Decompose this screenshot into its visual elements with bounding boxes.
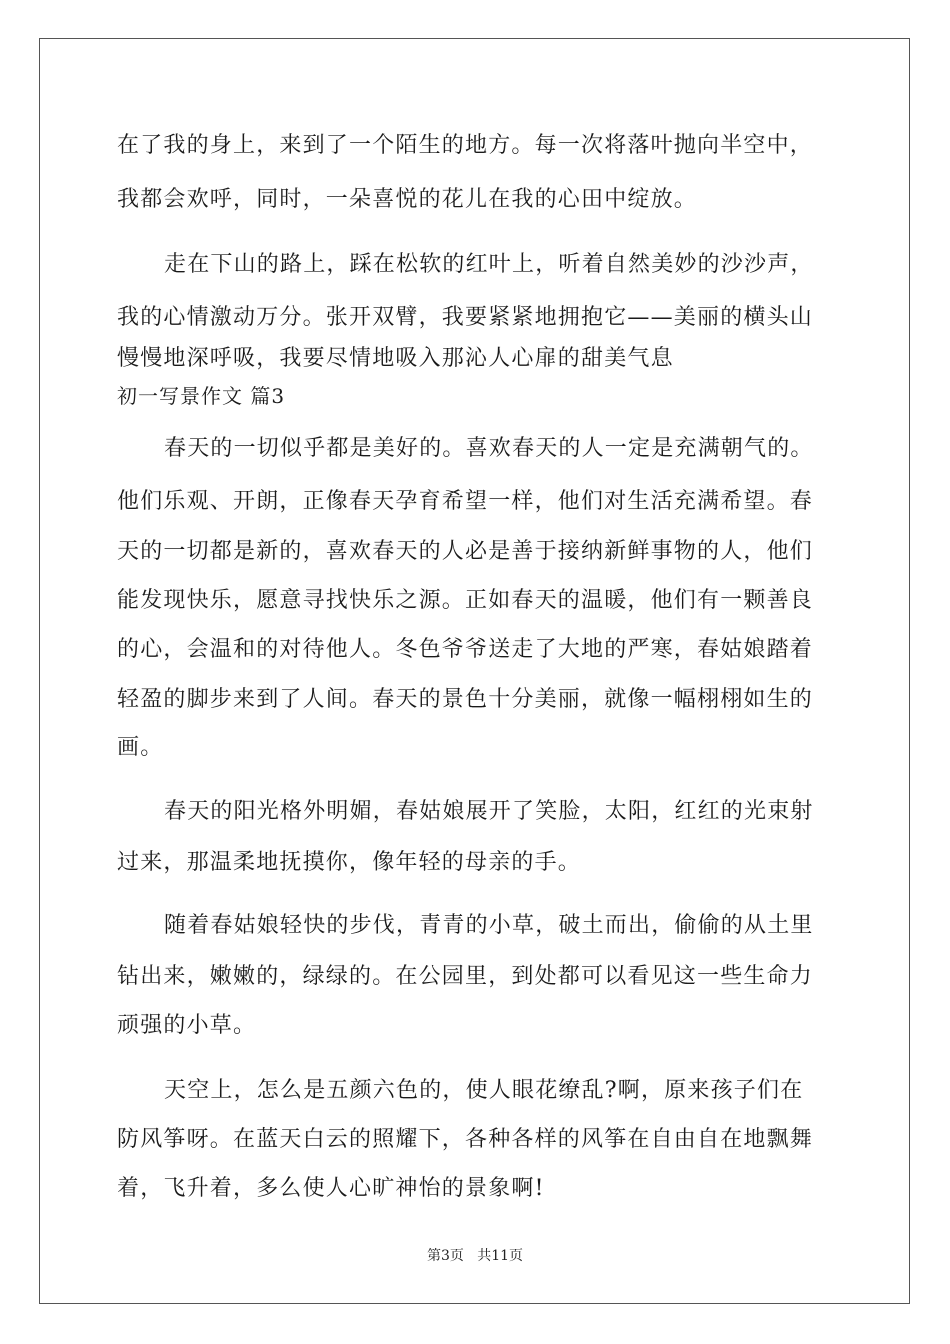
text-line: 顽强的小草。 xyxy=(117,1013,257,1038)
text-line: 钻出来，嫩嫩的，绿绿的。在公园里，到处都可以看见这一些生命力 xyxy=(117,964,814,989)
text-line: 春天的一切似乎都是美好的。喜欢春天的人一定是充满朝气的。 xyxy=(164,436,814,461)
text-line: 在了我的身上，来到了一个陌生的地方。每一次将落叶抛向半空中， xyxy=(117,133,814,158)
text-line: 轻盈的脚步来到了人间。春天的景色十分美丽，就像一幅栩栩如生的 xyxy=(117,687,814,712)
text-line: 我都会欢呼，同时，一朵喜悦的花儿在我的心田中绽放。 xyxy=(117,187,698,212)
section-heading: 初一写景作文 篇3 xyxy=(117,384,286,408)
text-line: 天的一切都是新的，喜欢春天的人必是善于接纳新鲜事物的人，他们 xyxy=(117,539,814,564)
text-line: 防风筝呀。在蓝天白云的照耀下，各种各样的风筝在自由自在地飘舞 xyxy=(117,1127,814,1152)
page-footer: 第3页 共11页 xyxy=(426,1248,524,1264)
text-line: 能发现快乐，愿意寻找快乐之源。正如春天的温暖，他们有一颗善良 xyxy=(117,588,814,613)
text-line: 慢慢地深呼吸，我要尽情地吸入那沁人心扉的甜美气息 xyxy=(117,346,674,371)
page-border xyxy=(39,38,910,1304)
text-line: 走在下山的路上，踩在松软的红叶上，听着自然美妙的沙沙声， xyxy=(164,252,814,277)
text-line: 随着春姑娘轻快的步伐，青青的小草，破土而出，偷偷的从土里 xyxy=(164,913,814,938)
text-line: 过来，那温柔地抚摸你，像年轻的母亲的手。 xyxy=(117,850,582,875)
text-line: 春天的阳光格外明媚，春姑娘展开了笑脸，太阳，红红的光束射 xyxy=(164,799,814,824)
text-line: 着，飞升着，多么使人心旷神怡的景象啊! xyxy=(117,1176,545,1201)
text-line: 他们乐观、开朗，正像春天孕育希望一样，他们对生活充满希望。春 xyxy=(117,489,814,514)
text-line: 天空上，怎么是五颜六色的，使人眼花缭乱?啊，原来孩子们在 xyxy=(164,1078,804,1103)
text-line: 的心，会温和的对待他人。冬色爷爷送走了大地的严寒，春姑娘踏着 xyxy=(117,637,814,662)
text-line: 我的心情激动万分。张开双臂，我要紧紧地拥抱它——美丽的横头山 xyxy=(117,305,814,330)
text-line: 画。 xyxy=(117,735,164,760)
